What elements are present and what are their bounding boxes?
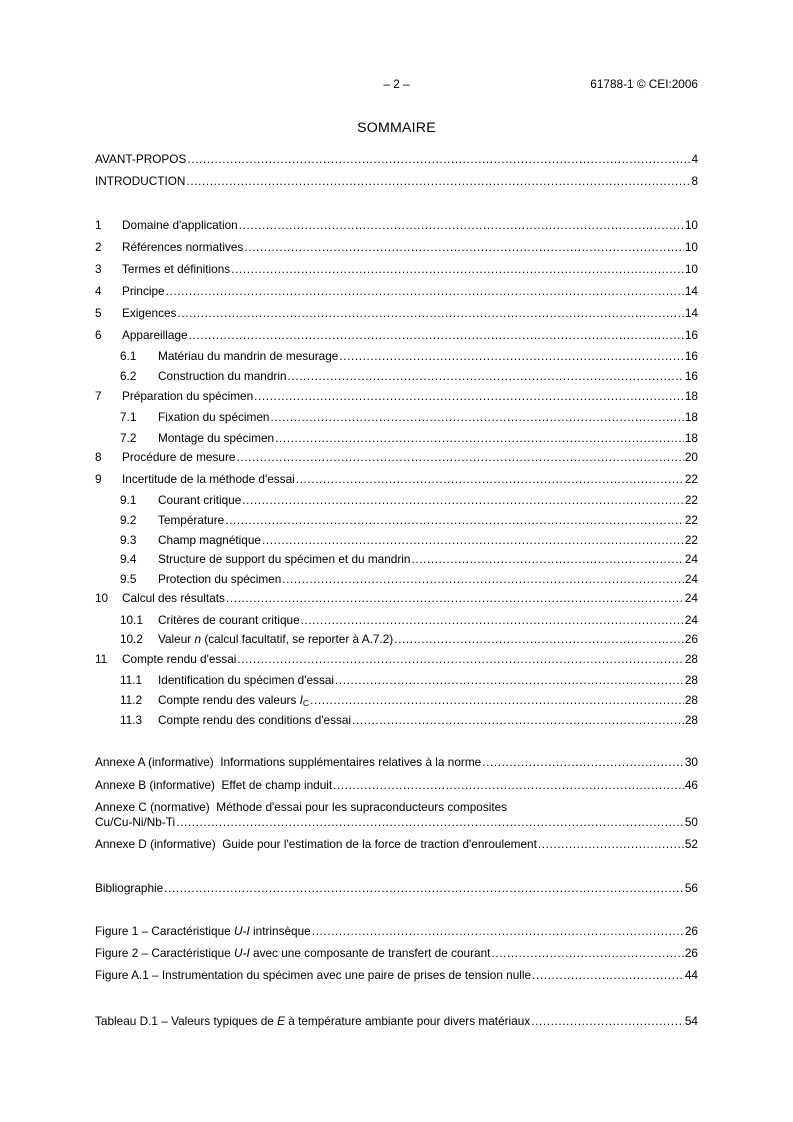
toc-entry-6[interactable]: 6 Appareillage ..... 16 [95,328,698,343]
toc-entry-11[interactable]: 11 Compte rendu d'essai ..... 28 [95,652,698,667]
toc-entry-annex-a[interactable]: Annexe A (informative) Informations supplémentaires relatives à la norme ..... 30 [95,755,698,770]
toc-entry-6-2[interactable]: 6.2 Construction du mandrin ..... 16 [120,369,698,384]
toc-entry-figure-a1[interactable]: Figure A.1 – Instrumentation du spécimen avec une paire de prises de tension nulle ..... 44 [95,968,698,983]
toc-entry-11-2[interactable]: 11.2 Compte rendu des valeurs $I_C$ ..... 28 [120,693,698,708]
toc-entry-9[interactable]: 9 Incertitude de la méthode d'essai ..... 22 [95,472,698,487]
toc-entry-bibliography[interactable]: Bibliographie ..... 56 [95,881,698,896]
toc-entry-annex-b[interactable]: Annexe B (informative) Effet de champ induit ..... 46 [95,778,698,793]
page-header [95,77,698,93]
toc-entry-9-1[interactable]: 9.1 Courant critique ..... 22 [120,493,698,508]
toc-entry-4[interactable]: 4 Principe ..... 14 [95,284,698,299]
toc-entry-figure-2[interactable]: Figure 2 – Caractéristique U-I avec une composante de transfert de courant ..... 26 [95,946,698,961]
standard-reference: 61788-1 © CEI:2006 [590,77,698,91]
toc-entry-10-2[interactable]: 10.2 Valeur n (calcul facultatif, se reporter à A.7.2) ..... 26 [120,632,698,647]
toc-entry-7[interactable]: 7 Préparation du spécimen ..... 18 [95,389,698,404]
toc-entry-10[interactable]: 10 Calcul des résultats ..... 24 [95,591,698,606]
toc-entry-11-3[interactable]: 11.3 Compte rendu des conditions d'essai ..... 28 [120,713,698,728]
toc-entry-figure-1[interactable]: Figure 1 – Caractéristique U-I intrinsèque ..... 26 [95,924,698,939]
toc-entry-8[interactable]: 8 Procédure de mesure ..... 20 [95,450,698,465]
toc-entry-7-2[interactable]: 7.2 Montage du spécimen ..... 18 [120,431,698,446]
toc-entry-3[interactable]: 3 Termes et définitions ..... 10 [95,262,698,277]
toc-entry-annex-c[interactable]: Annexe C (normative) Méthode d'essai pour les supraconducteurs composites Cu/Cu-Ni/Nb-Ti ..... 50 [95,800,698,830]
toc-entry-1[interactable]: 1 Domaine d'application ..... 10 [95,218,698,233]
toc-entry-11-1[interactable]: 11.1 Identification du spécimen d'essai ..... 28 [120,673,698,688]
toc-entry-6-1[interactable]: 6.1 Matériau du mandrin de mesurage ..... 16 [120,349,698,364]
toc-entry-9-2[interactable]: 9.2 Température ..... 22 [120,513,698,528]
toc-entry-5[interactable]: 5 Exigences ..... 14 [95,306,698,321]
toc-title: SOMMAIRE [357,120,436,136]
toc-entry-introduction[interactable]: INTRODUCTION ..... 8 [95,174,698,189]
toc-entry-annex-d[interactable]: Annexe D (informative) Guide pour l'estimation de la force de traction d'enroulement ..... 52 [95,837,698,852]
toc-entry-2[interactable]: 2 Références normatives ..... 10 [95,240,698,255]
toc-entry-7-1[interactable]: 7.1 Fixation du spécimen ..... 18 [120,410,698,425]
toc-entry-table-d1[interactable]: Tableau D.1 – Valeurs typiques de E à température ambiante pour divers matériaux ..... 54 [95,1014,698,1029]
toc-entry-9-4[interactable]: 9.4 Structure de support du spécimen et du mandrin ..... 24 [120,552,698,567]
page-number: – 2 – [383,77,410,91]
toc-entry-9-3[interactable]: 9.3 Champ magnétique ..... 22 [120,533,698,548]
toc-entry-10-1[interactable]: 10.1 Critères de courant critique ..... 24 [120,613,698,628]
toc-entry-avant-propos[interactable]: AVANT-PROPOS ..... 4 [95,152,698,167]
toc-entry-9-5[interactable]: 9.5 Protection du spécimen ..... 24 [120,572,698,587]
